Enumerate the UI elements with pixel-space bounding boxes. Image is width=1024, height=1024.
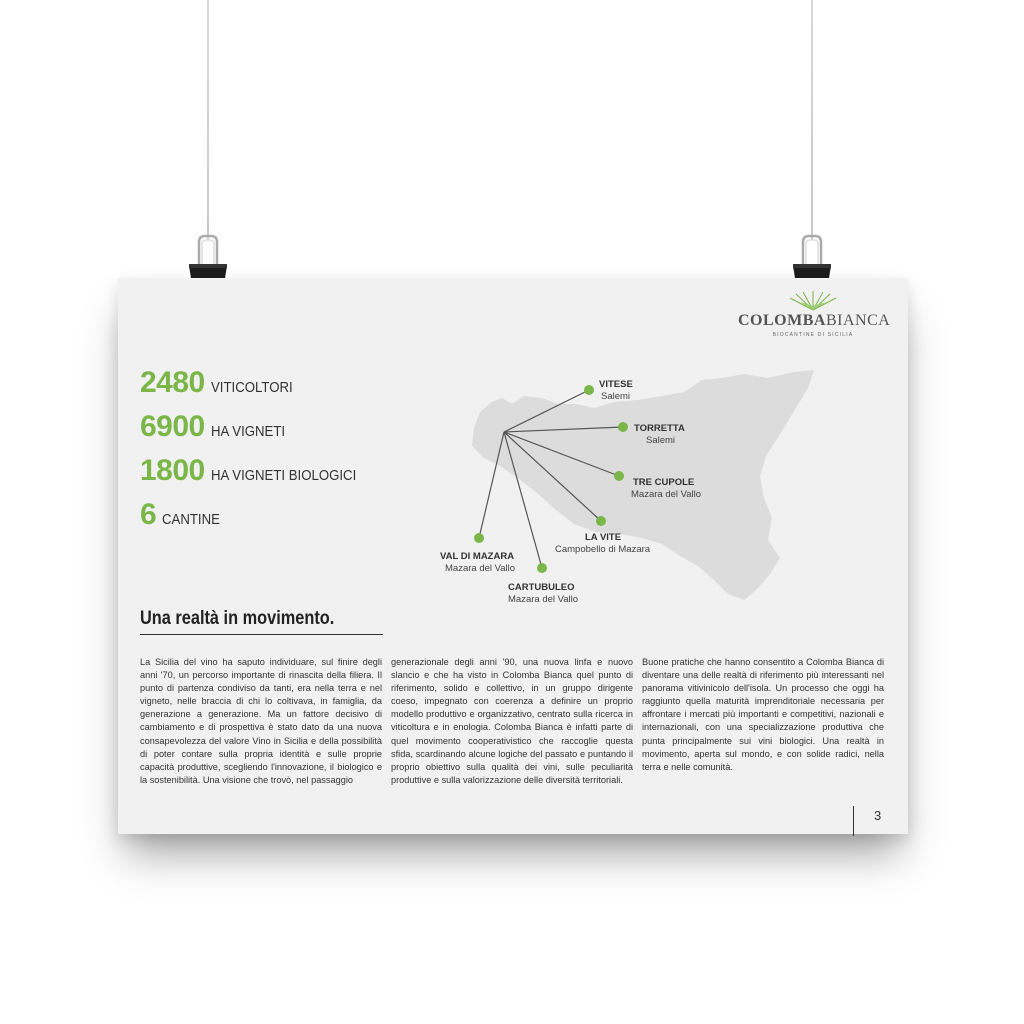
- brand-tagline: BIOCANTINE DI SICILIA: [772, 332, 854, 338]
- stat-value: 6900: [140, 410, 205, 443]
- page-number-divider: [853, 806, 854, 836]
- location-name: VAL DI MAZARA: [440, 551, 515, 562]
- article-column-2: generazionale degli anni '90, una nuova linfa e nuovo slancio e che ha visto in Colomba Bianca quel punto di riferimento, solido e collettivo, in un gruppo dirigente coeso, impegnato con coerenza a definire un proprio modello produttivo e organizzativo, centrato sulla ricerca in viticoltura e in enologia. Colomba Bianca è infatti parte di quel movimento cooperativistico che raccoglie questa sfida, scardinando alcune logiche del passato e puntando il proprio obiettivo sulla qualità dei vini, sulle peculiarità produttive e sulla valorizzazione delle diversità territoriali.: [391, 657, 633, 785]
- location-place: Salemi: [646, 435, 676, 446]
- stat-viticoltori: [140, 366, 376, 410]
- page-number: 3: [874, 808, 882, 823]
- marker-cartubuleo: [537, 563, 547, 573]
- marker-val-di-mazara: [474, 533, 484, 543]
- brand-name-bold: COLOMBA: [738, 312, 826, 329]
- sicily-map: [440, 368, 818, 608]
- stat-value: 1800: [140, 454, 205, 487]
- location-place: Campobello di Mazara: [555, 544, 651, 555]
- location-name: CARTUBULEO: [508, 582, 575, 593]
- stat-value: 2480: [140, 366, 205, 399]
- stat-value: 6: [140, 498, 157, 531]
- brochure-page: [118, 278, 908, 834]
- article-heading: [140, 608, 383, 635]
- marker-tre-cupole: [614, 471, 624, 481]
- location-name: LA VITE: [585, 532, 622, 543]
- brand-name: [738, 312, 891, 330]
- article-column-3: Buone pratiche che hanno consentito a Colomba Bianca di diventare una delle realtà di riferimento più interessanti nel panorama vitivinicolo dell'isola. Un processo che oggi ha raggiunto quella maturità imprenditoriale necessaria per affrontare i mercati più importanti e competitivi, nazionali e internazionali, con una specializzazione produttiva che punta principalmente sui vini biologici. Una realtà in movimento, aperta sul mondo, e con solide radici, nella terra e nelle comunità.: [642, 657, 884, 772]
- brand-logo: [738, 282, 891, 342]
- article-heading-text: Una realtà in movimento.: [140, 608, 335, 629]
- location-name: TRE CUPOLE: [633, 477, 695, 488]
- stats-list: [140, 366, 376, 542]
- stat-label: HA VIGNETI: [210, 423, 285, 440]
- location-place: Mazara del Vallo: [445, 563, 516, 574]
- stat-label: VITICOLTORI: [210, 379, 293, 396]
- stat-vigneti: [140, 410, 376, 454]
- stat-label: CANTINE: [162, 511, 221, 528]
- article-column-1: La Sicilia del vino ha saputo individuare, sul finire degli anni '70, un percorso importante di rinascita della filiera. Il punto di partenza condiviso da tanti, era nella terra e nel vigneto, nelle braccia di chi lo coltivava, in famiglia, da generazione a generazione. Ma un fattore decisivo di cambiamento e di prospettiva è stato dato da una nuova consapevolezza del valore Vino in Sicilia e della possibilità di poter contare sulla propria identità e sulle proprie capacità produttive, scegliendo l'innovazione, il biologico e la sostenibilità. Una visione che trovò, nel passaggio: [140, 657, 382, 785]
- location-place: Mazara del Vallo: [508, 594, 579, 605]
- brand-name-light: BIANCA: [825, 312, 891, 329]
- location-name: TORRETTA: [634, 423, 685, 434]
- hanging-wire-left: [207, 0, 209, 240]
- location-name: VITESE: [599, 379, 633, 390]
- stat-cantine: [140, 498, 376, 542]
- stat-label: HA VIGNETI BIOLOGICI: [210, 467, 356, 484]
- hanging-wire-right: [811, 0, 813, 240]
- vineyard-emblem-icon: [788, 290, 838, 312]
- marker-torretta: [618, 422, 628, 432]
- location-place: Mazara del Vallo: [631, 489, 702, 500]
- stat-vigneti-biologici: [140, 454, 376, 498]
- marker-vitese: [584, 385, 594, 395]
- location-place: Salemi: [601, 391, 631, 402]
- marker-la-vite: [596, 516, 606, 526]
